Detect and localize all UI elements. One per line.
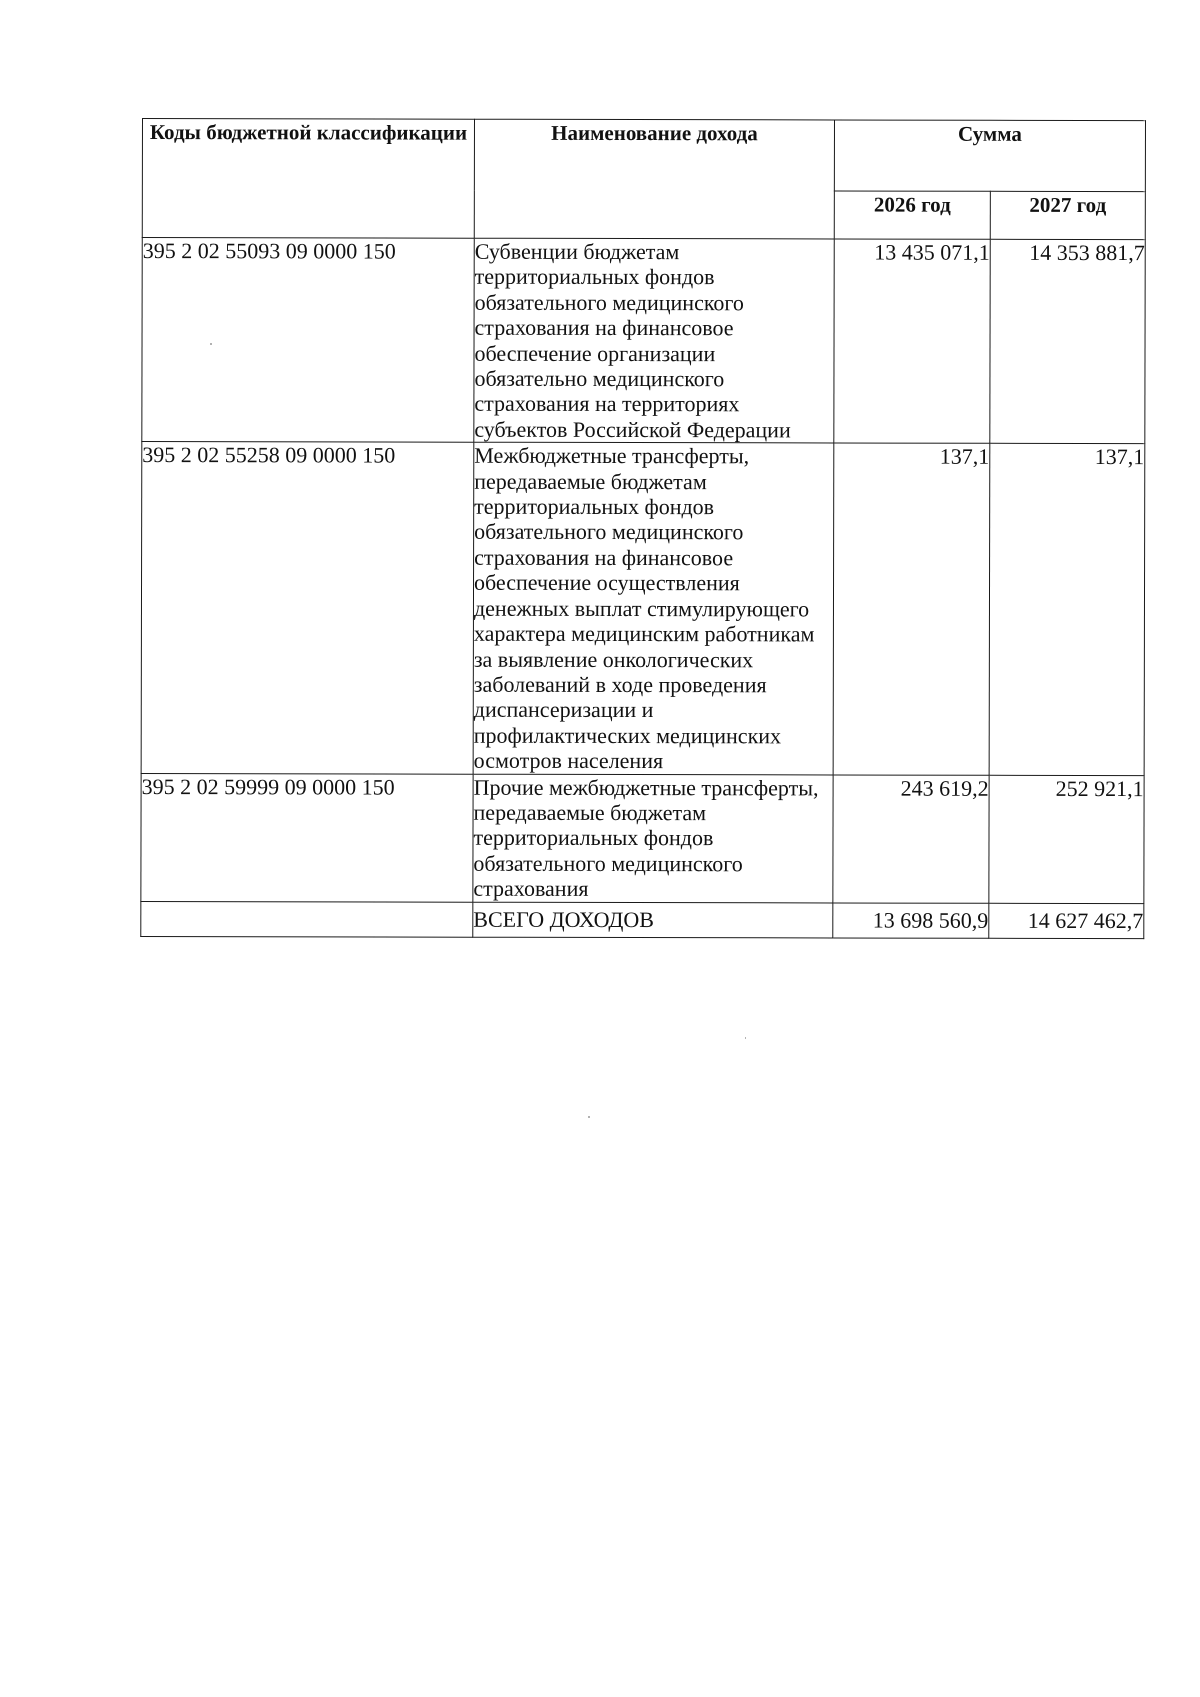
scan-speck (745, 1037, 746, 1039)
scan-speck (588, 1116, 590, 1118)
row-amount-2027: 252 921,1 (989, 775, 1144, 903)
row-code: 395 2 02 55258 09 0000 150 (141, 442, 474, 774)
row-amount-2026: 13 435 071,1 (834, 239, 990, 444)
header-name: Наименование дохода (474, 119, 834, 239)
table-row (141, 773, 1144, 903)
table-body (141, 238, 1145, 939)
row-amount-2027: 14 353 881,7 (990, 239, 1145, 444)
total-amount-2026: 13 698 560,9 (833, 903, 989, 938)
table-row (142, 238, 1145, 444)
row-amount-2027: 137,1 (989, 444, 1145, 776)
total-label: ВСЕГО ДОХОДОВ (473, 902, 833, 938)
total-row (141, 901, 1144, 938)
total-code (141, 901, 473, 937)
scan-speck (210, 343, 212, 345)
row-amount-2026: 137,1 (833, 443, 990, 775)
row-code: 395 2 02 55093 09 0000 150 (142, 238, 474, 443)
row-code: 395 2 02 59999 09 0000 150 (141, 773, 473, 902)
row-amount-2026: 243 619,2 (833, 774, 989, 902)
header-year-2027: 2027 год (990, 191, 1145, 239)
table-row (141, 442, 1145, 775)
header-year-2026: 2026 год (834, 191, 990, 239)
row-name: Прочие межбюджетные трансферты, передаваемые бюджетам территориальных фондов обязательного медицинского страхования (473, 774, 833, 903)
total-amount-2027: 14 627 462,7 (989, 903, 1144, 938)
table-header (142, 119, 1145, 240)
row-name: Межбюджетные трансферты, передаваемые бюджетам территориальных фондов обязательного медицинского страхования на финансовое обеспечение осуществления денежных выплат стимулирующего характера медицинским работникам за выявление онкологических заболеваний в ходе проведения диспансеризации и профилактических медицинских осмотров населения (473, 442, 834, 774)
header-sum: Сумма (834, 120, 1145, 192)
income-table (140, 118, 1146, 939)
header-code: Коды бюджетной классификации (142, 119, 474, 239)
row-name: Субвенции бюджетам территориальных фондов обязательного медицинского страхования на финансовое обеспечение организации обязательно медицинского страхования на территориях субъектов Российской Федерации (474, 238, 834, 443)
header-row (142, 119, 1145, 192)
